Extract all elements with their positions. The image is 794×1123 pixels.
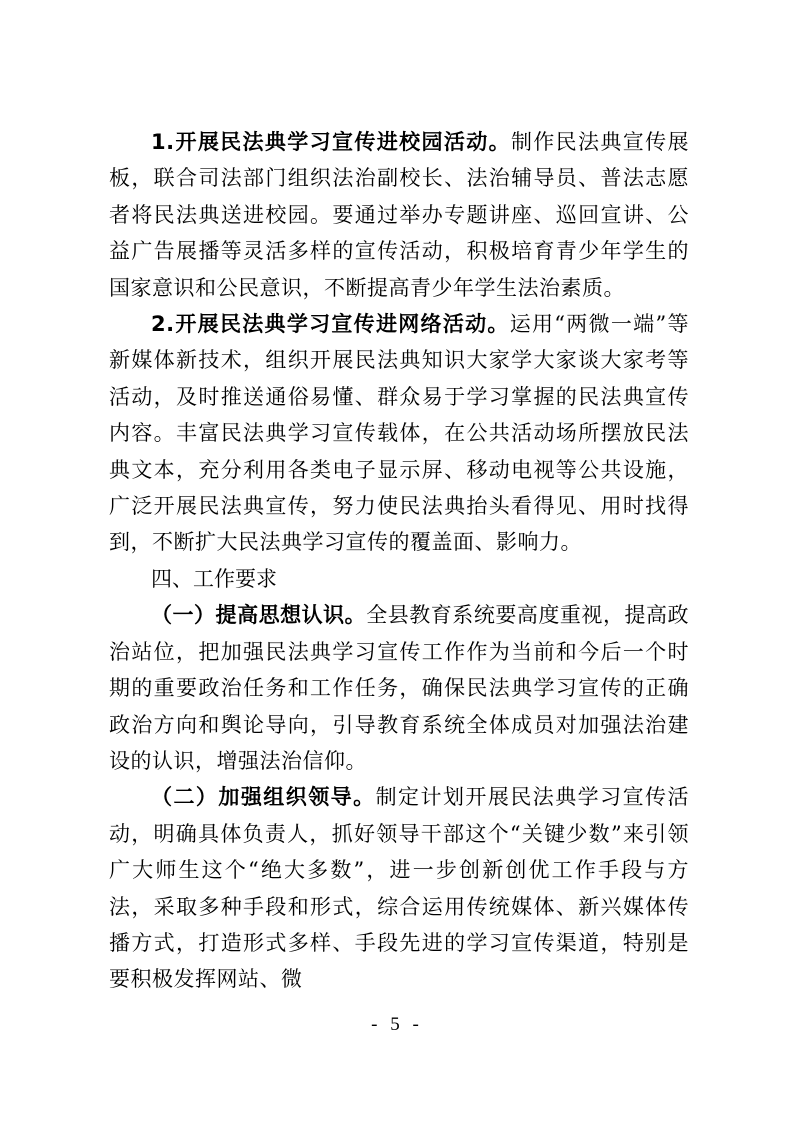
document-body xyxy=(109,124,689,998)
requirement-leadership-lead: （二）加强组织领导。 xyxy=(151,785,376,810)
section-title: 四、工作要求 xyxy=(151,566,277,591)
requirement-awareness-lead: （一）提高思想认识。 xyxy=(151,603,367,628)
page-number: - 5 - xyxy=(371,1014,423,1035)
paragraph-network-text: 运用“两微一端”等新媒体新技术，组织开展民法典知识大家学大家谈大家考等活动，及时推送通俗易懂、群众易于学习掌握的民法典宣传内容。丰富民法典学习宣传载体，在公共活动场所摆放民法典文本，充分利用各类电子显示屏、移动电视等公共设施，广泛开展民法典宣传，努力使民法典抬头看得见、用时找得到，不断扩大民法典学习宣传的覆盖面、影响力。 xyxy=(109,312,689,555)
requirement-awareness xyxy=(109,597,689,779)
paragraph-network xyxy=(109,306,689,561)
paragraph-campus-text: 制作民法典宣传展板，联合司法部门组织法治副校长、法治辅导员、普法志愿者将民法典送进校园。要通过举办专题讲座、巡回宣讲、公益广告展播等灵活多样的宣传活动，积极培育青少年学生的国家意识和公民意识，不断提高青少年学生法治素质。 xyxy=(109,130,689,300)
paragraph-campus xyxy=(109,124,689,306)
paragraph-network-lead: 2.开展民法典学习宣传进网络活动。 xyxy=(151,312,510,337)
paragraph-campus-lead: 1.开展民法典学习宣传进校园活动。 xyxy=(151,130,511,154)
requirement-awareness-text: 全县教育系统要高度重视，提高政治站位，把加强民法典学习宣传工作作为当前和今后一个时期的重要政治任务和工作任务，确保民法典学习宣传的正确政治方向和舆论导向，引导教育系统全体成员对加强法治建设的认识，增强法治信仰。 xyxy=(109,603,690,773)
requirement-leadership xyxy=(109,779,689,997)
requirement-leadership-text: 制定计划开展民法典学习宣传活动，明确具体负责人，抓好领导干部这个“关键少数”来引领广大师生这个“绝大多数”，进一步创新创优工作手段与方法，采取多种手段和形式，综合运用传统媒体、新兴媒体传播方式，打造形式多样、手段先进的学习宣传渠道，特别是要积极发挥网站、微 xyxy=(109,785,690,992)
